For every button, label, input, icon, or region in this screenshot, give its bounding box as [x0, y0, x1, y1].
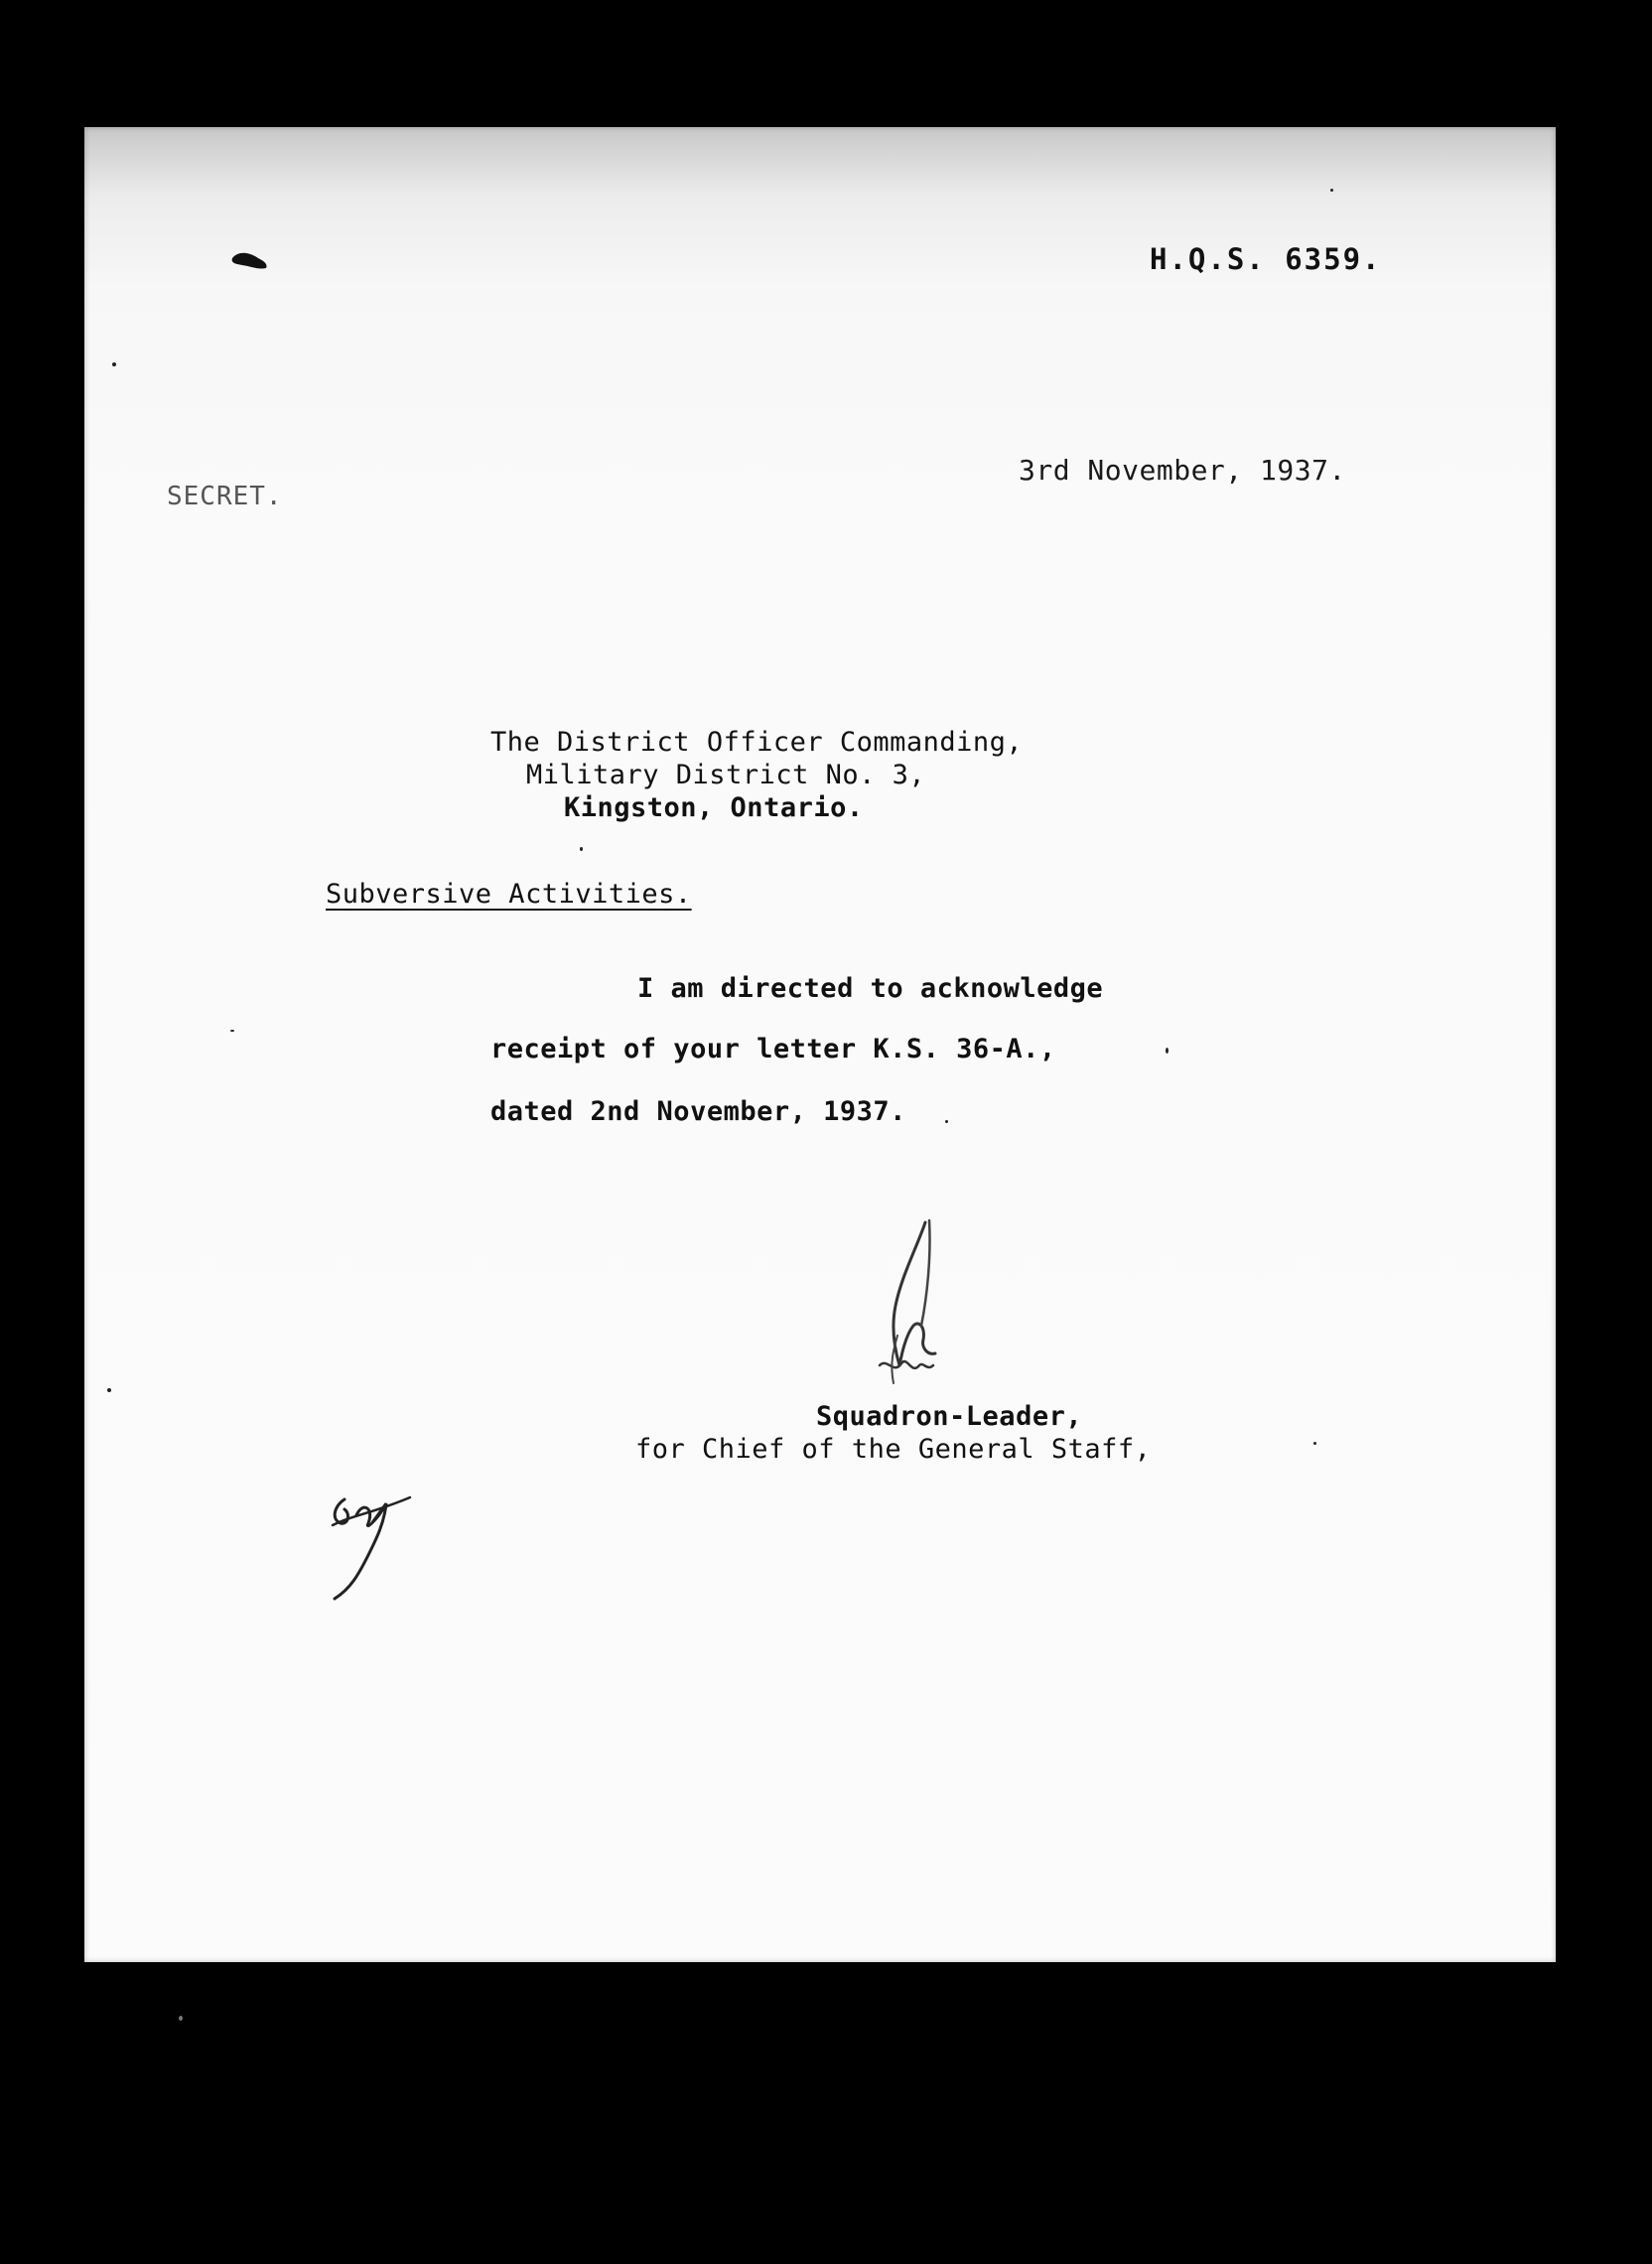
letter-date: 3rd November, 1937. [1019, 454, 1346, 487]
subject-heading: Subversive Activities. [326, 879, 692, 910]
scan-speck [1166, 1048, 1169, 1054]
scan-speck [1330, 189, 1333, 192]
handwritten-initials [323, 1480, 422, 1604]
body-line-1: I am directed to acknowledge [637, 973, 1104, 1004]
signatory-on-behalf-of: for Chief of the General Staff, [635, 1434, 1152, 1465]
body-line-3: dated 2nd November, 1937. [490, 1096, 906, 1127]
ink-blot-mark [228, 248, 272, 274]
scan-speck [230, 1030, 234, 1032]
file-reference-number: H.Q.S. 6359. [1150, 242, 1382, 276]
handwritten-signature [854, 1216, 963, 1395]
scan-speck [107, 1388, 111, 1392]
scan-speck [1313, 1442, 1316, 1445]
addressee-line-1: The District Officer Commanding, [490, 727, 1024, 758]
addressee-line-2: Military District No. 3, [526, 760, 926, 790]
body-line-2: receipt of your letter K.S. 36-A., [490, 1034, 1056, 1064]
signatory-rank: Squadron-Leader, [816, 1401, 1083, 1432]
scan-speck [179, 2016, 183, 2021]
scan-speck [112, 362, 116, 366]
scan-speck [580, 847, 583, 851]
scan-speck [945, 1120, 948, 1123]
security-classification: SECRET. [167, 482, 283, 511]
addressee-line-3: Kingston, Ontario. [564, 792, 864, 823]
